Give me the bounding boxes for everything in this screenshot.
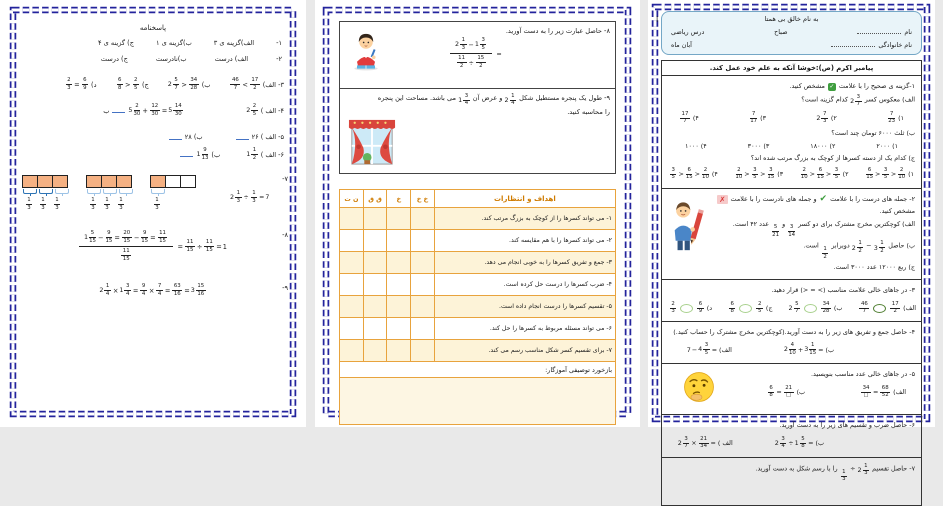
test-body [661, 60, 922, 506]
q3-item-a[interactable]: الف) 46 7 17 2 [860, 300, 916, 315]
answer-sheet-page [0, 0, 306, 427]
answer-line-2 [22, 55, 284, 63]
q2b-statement: ب) حاصل 3 1 2 − 2 1 2 دوبرابر $\frac{1}{2}$ است. [803, 240, 915, 260]
answer-circle [680, 304, 693, 313]
question-1: ۱-گزینه ی صحیح را با علامت ✓ مشخص کنید. الف) معکوس کسر 2 3 7 کدام گزینه است؟ ۱) 7 23 ۲) 2 7 3 ۳) 7 17 ۴) 17 7 ب) ثلث ۶۰۰۰ تومان چند است؟ ۱) ۲۰۰۰ ۲) ۱۸۰۰۰ ۳) ۳۰۰۰ ۴) ۱۰۰۰ ج) کدام یک از دسته کسرها از کوچک به بزرگ مرتب شده اند؟ ۱) 6 15 > 3 5 > 2 10 ۲) 2 10 > 6 15 > 3 5 ۳) 2 10 > 3 5 > 3 15 ۴) 3 5 > 6 15 > 2 10 [662, 76, 921, 189]
rubric-row [340, 340, 616, 362]
answer-circle [739, 304, 752, 313]
q7-number: ۷- [282, 175, 288, 183]
rubric-header-row [340, 190, 616, 208]
option-4[interactable]: ۴) 17 7 [681, 110, 699, 125]
answer-block-9 [22, 283, 288, 297]
rubric-criterion: ۶- می تواند مسئله مربوط به کسرها را حل کند. [434, 318, 615, 340]
rubric-check-cell[interactable] [387, 274, 411, 296]
q3-math-b: 2 5 7 > 34 28 [167, 77, 198, 91]
option-3[interactable]: ۳) 7 17 [750, 110, 766, 125]
answer-line-1 [22, 39, 284, 47]
question-7 [662, 458, 921, 505]
drawing-space[interactable] [667, 486, 916, 502]
question-4 [662, 322, 921, 365]
option-4[interactable]: ۴) 3 5 > 6 15 > 2 10 [671, 166, 718, 181]
q6-number: ۶- [278, 150, 284, 159]
name-field[interactable]: نام [857, 28, 912, 36]
rubric-check-cell[interactable] [387, 208, 411, 230]
page-title: پاسخنامه [139, 24, 167, 32]
fraction-bars-diagram [22, 175, 278, 211]
boy-pencil-illustration [668, 201, 706, 255]
rubric-row [340, 318, 616, 340]
rubric-row [340, 230, 616, 252]
q6-item-b[interactable]: ب) 2 3 4 ÷ 1 5 8 = [774, 435, 824, 450]
rubric-check-cell[interactable] [387, 230, 411, 252]
rubric-check-cell[interactable] [411, 274, 435, 296]
q1-answer-c: ج) گزینه ی ۴ [97, 39, 134, 47]
feedback-label: بازخورد توصیفی آموزگار: [340, 362, 616, 378]
boy-writing-illustration [348, 30, 384, 74]
bar-group-3: 1 3 [150, 175, 196, 211]
q2-answer-c: ج) درست [100, 55, 128, 63]
q2-answer-a: الف) درست [214, 55, 249, 63]
rubric-col-acceptable: ق ق [363, 190, 387, 208]
q1c-text: ج) کدام یک از دسته کسرها از کوچک به بزرگ مرتب شده اند؟ [750, 154, 915, 163]
answer-blank [169, 135, 182, 140]
q3-math-c: 6 8 > 2 5 [118, 77, 138, 91]
q6-label-b: ب) [211, 150, 221, 159]
rubric-criterion: ۳- جمع و تفریق کسرها را به خوبی انجام می دهد. [434, 252, 615, 274]
rubric-criterion: ۵- تقسیم کسرها را درست انجام داده است. [434, 296, 615, 318]
q1-answer-b: ب)گزینه ی ۱ [155, 39, 192, 47]
q5-value-a: ۲۶ [251, 133, 259, 141]
q1a-options [667, 112, 916, 125]
option-1[interactable]: ۱) ۲۰۰۰ [876, 142, 898, 151]
q1-answer-a: الف)گزینه ی ۳ [213, 39, 255, 47]
option-3[interactable]: ۳) 2 10 > 3 5 > 3 15 [735, 166, 784, 181]
q2-answer-b: ب)نادرست [155, 55, 187, 63]
rubric-check-cell[interactable] [411, 230, 435, 252]
option-2[interactable]: ۲) 2 7 3 [816, 110, 837, 125]
rubric-row [340, 296, 616, 318]
rubric-row [340, 252, 616, 274]
question-5 [662, 364, 921, 415]
q3-math-d: $\frac{2}{3}$ = $\frac{6}{9}$ [67, 77, 87, 91]
rubric-title: اهداف و انتظارات [434, 190, 615, 208]
rubric-col-good: خ [387, 190, 411, 208]
lesson-label: درس ریاضی [671, 28, 705, 36]
q9-number: ۹- [282, 284, 288, 292]
rubric-row [340, 208, 616, 230]
student-info-header [656, 11, 922, 55]
question-box [339, 21, 616, 174]
q1-text: ۱-گزینه ی صحیح را با علامت [838, 82, 915, 90]
feedback-label-row [340, 362, 616, 378]
text-cursor: ا [656, 15, 659, 24]
rubric-check-cell[interactable] [340, 208, 364, 230]
q1b-text: ب) ثلث ۶۰۰۰ تومان چند است؟ [831, 128, 915, 137]
option-1[interactable]: ۱) 6 15 > 3 5 > 2 10 [866, 166, 914, 181]
option-2[interactable]: ۲) 2 10 > 6 15 > 3 5 [800, 166, 849, 181]
rubric-table [339, 189, 616, 425]
cross-icon: ✗ [719, 195, 726, 205]
month-label: آبان ماه [671, 41, 692, 49]
answer-circle [873, 304, 886, 313]
option-2[interactable]: ۲) ۱۸۰۰۰ [810, 142, 836, 151]
q2-number: ۲- [276, 55, 282, 63]
bar-group-2: 1 3 1 3 1 3 [86, 175, 134, 211]
besmellah: به نام خالق بی همتا [764, 15, 819, 23]
answer-line-3 [22, 78, 284, 91]
rubric-check-cell[interactable] [340, 230, 364, 252]
q3-label-c: ج) [141, 80, 149, 89]
name-blank-line[interactable] [857, 29, 901, 34]
rubric-row [340, 274, 616, 296]
q6-text: ۶- حاصل ضرب و تقسیم های زیر را به دست آورید. [779, 421, 915, 430]
school-name: صباح [774, 28, 788, 36]
q5-item-a[interactable]: الف) 34 □ = $\frac{68}{52}$ [862, 384, 906, 399]
rubric-col-very-good: خ خ [411, 190, 435, 208]
green-checkbox-icon: ✓ [829, 83, 835, 91]
rubric-check-cell[interactable] [363, 318, 387, 340]
rubric-check-cell[interactable] [411, 340, 435, 362]
rubric-check-cell[interactable] [411, 208, 435, 230]
rubric-check-cell[interactable] [387, 252, 411, 274]
q6-math-a: 1 1 2 [246, 147, 257, 161]
feedback-space-row [340, 378, 616, 425]
q5-label-a: الف ) [260, 133, 277, 141]
q1b-options [667, 142, 916, 150]
q4-label-b: ب [103, 106, 110, 115]
rubric-check-cell[interactable] [411, 318, 435, 340]
rubric-criterion: ۲- می تواند کسرها را با هم مقایسه کند. [434, 230, 615, 252]
answer-circle [804, 304, 817, 313]
q6-label-a: الف ) [260, 150, 277, 159]
rubric-check-cell[interactable] [363, 252, 387, 274]
question-9 [340, 89, 615, 173]
q1-number: ۱- [276, 39, 282, 47]
question-9-text: ۹- طول یک پنجره مستطیل شکل 2 1 4 و عرض آن 1 3 4 می باشد. مساحت این پنجره را محاسبه کنید. [377, 92, 610, 116]
rubric-col-needs-effort: ن ت [340, 190, 364, 208]
rubric-criterion: ۱- می تواند کسرها را از کوچک به بزرگ مرتب کند. [434, 208, 615, 230]
q8-worked-solution: 1 5 15 − $\frac{9}{15}$ = $\frac{20}{15}$ − $\frac{9}{15}$ = $\frac{11}{15}$ 11 15 = $\frac{11}{15}$ ÷ $\frac{11}{15}$ = 1 [79, 233, 227, 241]
q3-item-d[interactable]: د) 2 3 6 9 [671, 300, 713, 315]
answer-line-4 [22, 104, 284, 117]
q3-text: ۳- در جاهای خالی علامت مناسب (> = <) قرار دهید. [771, 285, 915, 294]
rubric-check-cell[interactable] [363, 296, 387, 318]
rubric-check-cell[interactable] [340, 274, 364, 296]
check-icon: ✔ [819, 194, 828, 205]
q4-number: ۴- [278, 106, 284, 115]
rubric-check-cell[interactable] [363, 230, 387, 252]
rubric-check-cell[interactable] [411, 252, 435, 274]
q7-equation: 2 1 3 ÷ $\frac{1}{3}$ = 7 [230, 190, 270, 204]
rubric-check-cell[interactable] [340, 252, 364, 274]
q4-math-b: 5 2 30 + $\frac{12}{30}$ = 5 14 30 [128, 103, 182, 117]
rubric-check-cell[interactable] [340, 340, 364, 362]
q5-text: ۵- در جاهای خالی عدد مناسب بنویسید. [811, 370, 915, 379]
worksheet-page-2 [315, 0, 640, 427]
q4-text: ۴- حاصل جمع و تفریق های زیر را به دست آورید.(کوچکترین مخرج مشترک را حساب کنید.) [673, 327, 915, 336]
rubric-criterion: ۷- برای تقسیم کسر شکل مناسب رسم می کند. [434, 340, 615, 362]
question-3 [662, 280, 921, 322]
family-name-field[interactable]: نام خانوادگی [831, 41, 912, 49]
q3-label-b: ب) [201, 80, 211, 89]
q6-item-a[interactable]: الف ) 2 3 7 × $\frac{21}{34}$ = [677, 435, 733, 450]
hadith-line: پیامبر اکرم (ص):خوشا آنکه به علم خود عمل کند. [662, 61, 921, 76]
question-2: ۲- جمله های درست را با علامت ✔ و جمله های نادرست را با علامت ✗ مشخص کنید. الف) کوچکترین مخرج مشترک برای دو کسر $\frac{3}{14}$ و $\frac{5}{21}$ عدد ۴۲ است. ب) حاصل 3 1 2 − 2 1 2 دوبرابر $\frac{1}{2}$ است. ج) ربع ۱۲۰۰۰ عدد ۳۰۰۰ است. [662, 189, 921, 280]
q4-item-a[interactable]: الف) 7 − 4 3 5 = [686, 342, 732, 356]
answer-block-7 [22, 175, 288, 211]
question-6 [662, 415, 921, 458]
answer-blank [180, 152, 193, 157]
thinking-face-emoji [682, 370, 716, 406]
window-illustration [346, 118, 398, 168]
rubric-criterion: ۴- ضرب کسرها را درست حل کرده است. [434, 274, 615, 296]
q9-worked-solution: 2 1 4 × 1 3 4 = $\frac{9}{4}$ × $\frac{7}{4}$ = $\frac{63}{16}$ = 3 15 16 [99, 283, 205, 297]
option-4[interactable]: ۴) ۱۰۰۰ [685, 142, 707, 151]
q3-label-d: د) [91, 80, 97, 89]
worksheet-page-1 [648, 0, 935, 483]
rubric-check-cell[interactable] [340, 296, 364, 318]
q3-item-b[interactable]: ب) 2 5 7 34 28 [788, 300, 843, 315]
question-8 [340, 22, 615, 89]
option-1[interactable]: ۱) 7 23 [888, 110, 904, 125]
q5-item-b[interactable]: ب) $\frac{6}{8}$ = 21 □ [769, 384, 806, 399]
q5-value-b: ۲۸ [184, 133, 192, 141]
answer-blank [112, 108, 125, 113]
q7-text: ۷- حاصل تقسیم 2 1 3 ÷ $\frac{1}{3}$ را با رسم شکل به دست آورید. [755, 462, 915, 483]
q5-label-b: ب) [193, 133, 203, 141]
rubric-check-cell[interactable] [411, 296, 435, 318]
q4-label-a: الف ) [260, 106, 277, 115]
rubric-check-cell[interactable] [363, 208, 387, 230]
q3-label-a: ۳- الف) [262, 80, 284, 89]
q4-math-a: 2 2 5 [246, 103, 257, 117]
rubric-check-cell[interactable] [387, 318, 411, 340]
q1a-text: الف) معکوس کسر 2 3 7 کدام گزینه است؟ [801, 93, 915, 108]
rubric-check-cell[interactable] [387, 340, 411, 362]
q3-math-a: 46 7 < 17 2 [231, 77, 259, 91]
question-8-text: ۸- حاصل عبارت زیر را به دست آورید. [505, 27, 610, 35]
answer-line-6 [22, 148, 284, 161]
rubric-check-cell[interactable] [340, 318, 364, 340]
answer-line-5 [22, 133, 284, 141]
q8-number: ۸- [282, 231, 288, 239]
q1c-options [667, 168, 916, 181]
q2a-statement: الف) کوچکترین مخرج مشترک برای دو کسر $\frac{3}{14}$ و $\frac{5}{21}$ عدد ۴۲ است. [732, 220, 915, 239]
q2c-statement: ج) ربع ۱۲۰۰۰ عدد ۳۰۰۰ است. [833, 263, 915, 272]
bar-group-1: 1 3 1 3 1 3 [22, 175, 70, 211]
rubric-check-cell[interactable] [387, 296, 411, 318]
option-3[interactable]: ۳) ۳۰۰۰ [747, 142, 770, 151]
q6-math-b: 1 9 13 [196, 147, 209, 161]
rubric-check-cell[interactable] [363, 340, 387, 362]
q5-number: ۵- [278, 133, 284, 141]
question-8-expression: 2 1 3 − 1 3 5 $\frac{11}{2}$ ÷ $\frac{15}{2}$ = [450, 40, 502, 48]
q4-item-b[interactable]: ب) 2 4 10 + 3 1 15 = [783, 342, 834, 356]
rubric-check-cell[interactable] [363, 274, 387, 296]
feedback-writing-space[interactable] [340, 378, 616, 425]
answer-block-8 [22, 230, 288, 262]
family-blank-line[interactable] [831, 42, 875, 47]
answer-blank [236, 135, 249, 140]
q3-item-c[interactable]: ج) 6 8 2 5 [730, 300, 773, 315]
